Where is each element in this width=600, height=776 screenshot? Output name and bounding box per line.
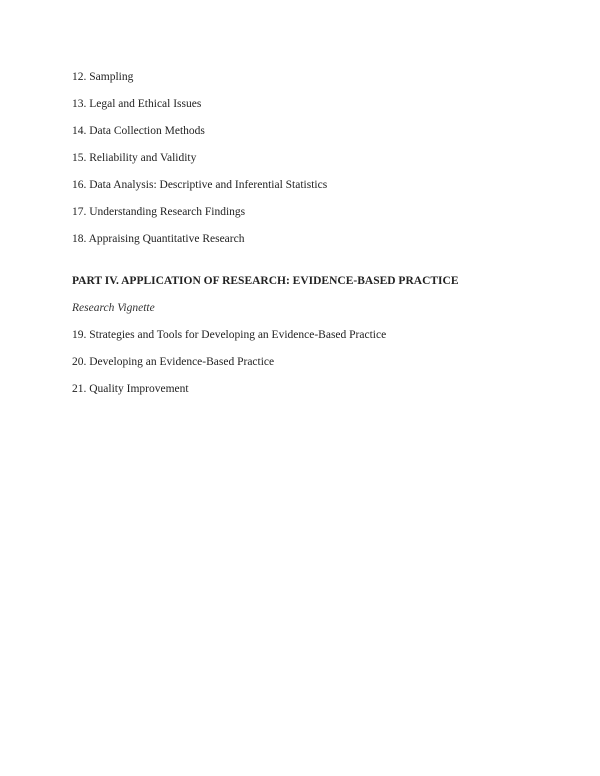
chapter-20: 20. Developing an Evidence-Based Practice xyxy=(72,356,275,368)
chapter-15: 15. Reliability and Validity xyxy=(72,152,197,164)
research-vignette-label: Research Vignette xyxy=(72,302,155,314)
vignette-block xyxy=(72,301,542,315)
chapter-14: 14. Data Collection Methods xyxy=(72,125,205,137)
chapter-17: 17. Understanding Research Findings xyxy=(72,206,246,218)
chapter-16: 16. Data Analysis: Descriptive and Inferential Statistics xyxy=(72,179,328,191)
chapter-12: 12. Sampling xyxy=(72,71,134,83)
chapter-18: 18. Appraising Quantitative Research xyxy=(72,233,245,245)
part-iv-section xyxy=(72,274,542,288)
chapter-21: 21. Quality Improvement xyxy=(72,383,189,395)
chapter-list-part-iv xyxy=(72,328,542,409)
chapter-19: 19. Strategies and Tools for Developing an Evidence-Based Practice xyxy=(72,329,387,341)
chapter-list-part-iii xyxy=(72,70,542,259)
part-iv-heading: PART IV. APPLICATION OF RESEARCH: EVIDENCE-BASED PRACTICE xyxy=(72,275,459,287)
chapter-13: 13. Legal and Ethical Issues xyxy=(72,98,202,110)
